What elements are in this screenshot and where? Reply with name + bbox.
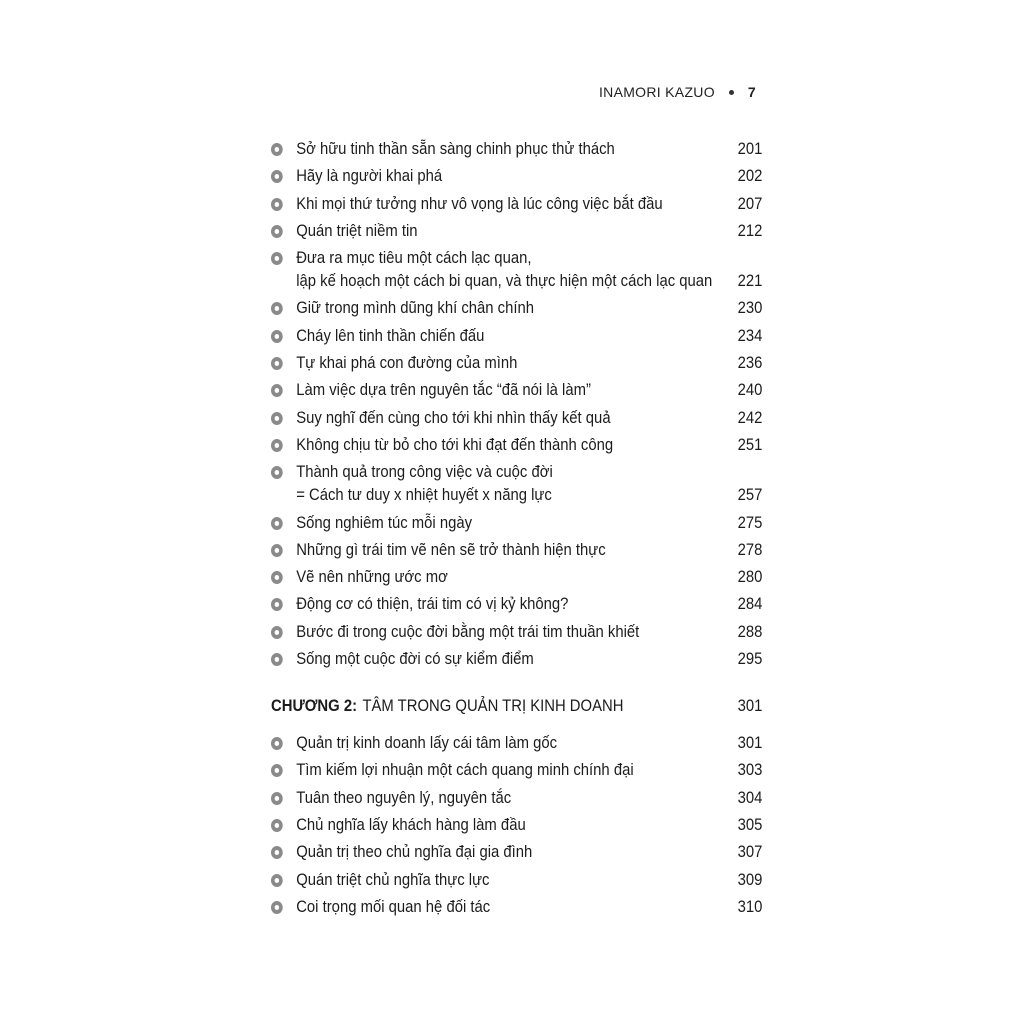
entry-title xyxy=(296,165,726,188)
entry-title xyxy=(296,869,726,892)
entry-page-number: 207 xyxy=(737,194,763,213)
author-name: INAMORI KAZUO xyxy=(598,84,715,100)
entry-title-line: Quán triệt chủ nghĩa thực lực xyxy=(296,870,490,889)
entry-title-line: Làm việc dựa trên nguyên tắc “đã nói là làm” xyxy=(296,381,591,400)
entry-page-number: 221 xyxy=(737,272,763,291)
bullet-icon xyxy=(271,598,283,611)
toc-entry xyxy=(271,138,762,161)
entry-title xyxy=(296,512,726,535)
bullet-icon xyxy=(271,225,283,238)
toc-entry xyxy=(271,896,762,919)
toc-section-chapter-1 xyxy=(271,138,763,671)
entry-title-line: Thành quả trong công việc và cuộc đời xyxy=(296,463,553,482)
toc-entry xyxy=(271,193,762,216)
bullet-icon xyxy=(271,412,283,425)
entry-title xyxy=(296,621,726,644)
bullet-icon xyxy=(271,143,283,156)
entry-title-line: Hãy là người khai phá xyxy=(296,167,443,186)
toc-entry xyxy=(271,352,762,375)
entry-page-number: 304 xyxy=(737,788,763,807)
toc-entry xyxy=(271,648,762,671)
entry-page-number: 240 xyxy=(737,381,763,400)
entry-page-number: 303 xyxy=(737,761,763,780)
entry-page-number: 284 xyxy=(737,595,763,614)
entry-page-number: 202 xyxy=(737,167,763,186)
entry-title xyxy=(296,247,726,293)
entry-title-line: Sống nghiêm túc mỗi ngày xyxy=(296,513,473,532)
entry-title xyxy=(296,566,726,589)
bullet-icon xyxy=(271,330,283,343)
bullet-icon xyxy=(271,737,283,750)
toc-entry xyxy=(271,593,762,616)
toc-entry xyxy=(271,379,762,402)
toc-entry xyxy=(271,461,762,507)
toc-entry xyxy=(271,759,762,782)
bullet-icon xyxy=(271,792,283,805)
bullet-icon xyxy=(271,170,283,183)
entry-title xyxy=(296,539,726,562)
entry-title-line: lập kế hoạch một cách bi quan, và thực hiện một cách lạc quan xyxy=(296,272,713,291)
entry-page-number: 301 xyxy=(737,734,763,753)
entry-title-line: Giữ trong mình dũng khí chân chính xyxy=(296,299,534,318)
entry-title-line: Quán triệt niềm tin xyxy=(296,221,418,240)
bullet-icon xyxy=(271,901,283,914)
entry-title-line: Sở hữu tinh thần sẵn sàng chinh phục thử thách xyxy=(296,140,615,158)
entry-title-line: Tìm kiếm lợi nhuận một cách quang minh chính đại xyxy=(296,761,634,780)
entry-page-number: 295 xyxy=(737,650,763,669)
table-of-contents xyxy=(271,138,763,923)
entry-page-number: 310 xyxy=(737,897,763,916)
chapter-heading xyxy=(271,695,762,718)
entry-page-number: 275 xyxy=(737,513,763,532)
bullet-icon xyxy=(271,357,283,370)
entry-title xyxy=(296,648,726,671)
bullet-icon xyxy=(271,653,283,666)
entry-title-line: Không chịu từ bỏ cho tới khi đạt đến thành công xyxy=(296,435,614,454)
bullet-icon xyxy=(271,252,283,265)
chapter-title: TÂM TRONG QUẢN TRỊ KINH DOANH xyxy=(362,697,624,716)
toc-entry xyxy=(271,566,762,589)
entry-page-number: 236 xyxy=(737,354,763,373)
chapter-label: CHƯƠNG 2: xyxy=(271,697,358,716)
entry-page-number: 212 xyxy=(737,221,763,240)
entry-page-number: 307 xyxy=(737,843,763,862)
bullet-icon xyxy=(271,819,283,832)
entry-title xyxy=(296,325,726,348)
toc-entry xyxy=(271,434,762,457)
entry-page-number: 305 xyxy=(737,815,763,834)
entry-page-number: 230 xyxy=(737,299,763,318)
bullet-icon xyxy=(271,571,283,584)
entry-title xyxy=(296,379,726,402)
entry-title xyxy=(296,193,726,216)
entry-title-line: = Cách tư duy x nhiệt huyết x năng lực xyxy=(296,486,552,505)
entry-title xyxy=(296,896,726,919)
entry-page-number: 201 xyxy=(737,140,763,158)
entry-page-number: 251 xyxy=(737,435,763,454)
entry-title xyxy=(296,814,726,837)
entry-title-line: Đưa ra mục tiêu một cách lạc quan, xyxy=(296,249,532,268)
bullet-icon xyxy=(271,626,283,639)
entry-title-line: Quản trị kinh doanh lấy cái tâm làm gốc xyxy=(296,734,558,753)
toc-entry xyxy=(271,814,762,837)
entry-title xyxy=(296,352,726,375)
entry-title-line: Tuân theo nguyên lý, nguyên tắc xyxy=(296,788,512,807)
toc-entry xyxy=(271,297,762,320)
entry-title xyxy=(296,461,726,507)
entry-title-line: Bước đi trong cuộc đời bằng một trái tim thuần khiết xyxy=(296,622,640,641)
bullet-icon xyxy=(271,517,283,530)
running-header xyxy=(599,84,756,100)
chapter-page: 301 xyxy=(737,697,763,716)
entry-title xyxy=(296,297,726,320)
toc-entry xyxy=(271,165,762,188)
toc-entry xyxy=(271,512,762,535)
entry-page-number: 257 xyxy=(737,486,763,505)
entry-page-number: 242 xyxy=(737,408,763,427)
bullet-icon xyxy=(271,198,283,211)
bullet-icon xyxy=(271,384,283,397)
toc-entry xyxy=(271,247,762,293)
bullet-icon xyxy=(271,846,283,859)
entry-title-line: Suy nghĩ đến cùng cho tới khi nhìn thấy kết quả xyxy=(296,408,611,427)
toc-section-chapter-2 xyxy=(271,732,763,919)
bullet-icon xyxy=(271,439,283,452)
bullet-icon xyxy=(271,544,283,557)
entry-page-number: 309 xyxy=(737,870,763,889)
entry-title-line: Tự khai phá con đường của mình xyxy=(296,354,518,373)
toc-entry xyxy=(271,621,762,644)
toc-entry xyxy=(271,869,762,892)
toc-entry xyxy=(271,841,762,864)
entry-title xyxy=(296,138,726,161)
toc-entry xyxy=(271,787,762,810)
entry-title xyxy=(296,759,726,782)
entry-title xyxy=(296,434,726,457)
entry-title-line: Những gì trái tim vẽ nên sẽ trở thành hiện thực xyxy=(296,540,606,559)
entry-title xyxy=(296,787,726,810)
toc-entry xyxy=(271,220,762,243)
toc-entry xyxy=(271,407,762,430)
bullet-icon xyxy=(271,874,283,887)
entry-title-line: Quản trị theo chủ nghĩa đại gia đình xyxy=(296,843,533,862)
entry-title xyxy=(296,220,726,243)
toc-entry xyxy=(271,539,762,562)
entry-page-number: 280 xyxy=(737,568,763,587)
bullet-icon xyxy=(271,302,283,315)
entry-title xyxy=(296,841,726,864)
entry-page-number: 288 xyxy=(737,622,763,641)
entry-title-line: Cháy lên tinh thần chiến đấu xyxy=(296,326,485,345)
page-number: 7 xyxy=(747,84,756,100)
entry-title-line: Khi mọi thứ tưởng như vô vọng là lúc công việc bắt đầu xyxy=(296,194,663,213)
separator-dot xyxy=(729,90,734,95)
entry-title xyxy=(296,732,726,755)
entry-page-number: 278 xyxy=(737,540,763,559)
entry-title xyxy=(296,593,726,616)
entry-title-line: Vẽ nên những ước mơ xyxy=(296,568,448,587)
toc-entry xyxy=(271,732,762,755)
entry-title-line: Động cơ có thiện, trái tim có vị kỷ không? xyxy=(296,595,569,614)
entry-title-line: Sống một cuộc đời có sự kiểm điểm xyxy=(296,650,534,669)
entry-page-number: 234 xyxy=(737,326,763,345)
entry-title-line: Coi trọng mối quan hệ đối tác xyxy=(296,897,491,916)
toc-entry xyxy=(271,325,762,348)
bullet-icon xyxy=(271,764,283,777)
entry-title-line: Chủ nghĩa lấy khách hàng làm đầu xyxy=(296,815,526,834)
bullet-icon xyxy=(271,466,283,479)
entry-title xyxy=(296,407,726,430)
